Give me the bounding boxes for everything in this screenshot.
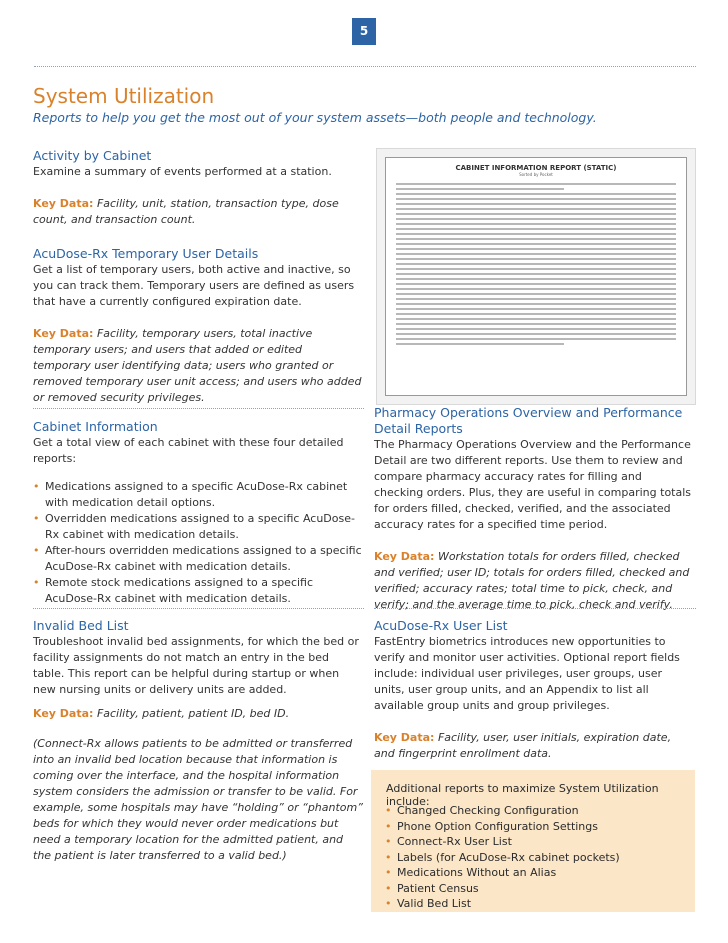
section-cabinet-information [33, 419, 363, 607]
report-line [396, 333, 676, 335]
report-line [396, 293, 676, 295]
section-divider [374, 608, 696, 609]
section-divider [33, 408, 364, 409]
section-description: Troubleshoot invalid bed assignments, for which the bed or facility assignments do not match an entry in the bed table. This report can be helpful during startup or when new nursing units or delivery units are added. [33, 635, 359, 696]
section-description: FastEntry biometrics introduces new opportunities to verify and monitor user activities. Optional report fields include: individual user privileges, user groups, user units, user group units, and an Appendix to list all available group units and group privileges. [374, 635, 680, 712]
section-title: AcuDose-Rx User List [374, 618, 508, 633]
report-line [396, 278, 676, 280]
report-line [396, 303, 676, 305]
page-subtitle: Reports to help you get the most out of your system assets—both people and technology. [33, 110, 597, 125]
report-line [396, 253, 676, 255]
section-acudose-user-list [374, 618, 694, 762]
key-data [33, 326, 363, 406]
list-item: • Labels (for AcuDose-Rx cabinet pockets) [385, 850, 620, 866]
key-data-text: Facility, patient, patient ID, bed ID. [96, 707, 290, 720]
section-title: Cabinet Information [33, 419, 158, 434]
section-invalid-bed-list [33, 618, 363, 864]
report-line [396, 263, 676, 265]
list-item: • Medications Without an Alias [385, 865, 620, 881]
page-number-badge: 5 [352, 18, 376, 45]
list-item: • Patient Census [385, 881, 620, 897]
page-title: System Utilization [33, 84, 215, 108]
key-data-label: Key Data: [33, 327, 94, 340]
list-item: • Changed Checking Configuration [385, 803, 620, 819]
report-line [396, 313, 676, 315]
section-title: Activity by Cabinet [33, 148, 152, 163]
key-data-text: Facility, temporary users, total inactive temporary users; and users that added or edited temporary user identifying data; users who granted or removed temporary user unit access; and users who added or removed security privileges. [33, 327, 362, 404]
report-line [396, 238, 676, 240]
cabinet-information-report-image [376, 148, 696, 405]
key-data-text: Workstation totals for orders filled, checked and verified; user ID; totals for orders filled, checked and verified; accuracy rates; total time to pick, check, and verify; and the average time to pick, check and verify. [374, 550, 690, 611]
report-line [396, 273, 676, 275]
key-data-label: Key Data: [374, 550, 435, 563]
report-line [396, 228, 676, 230]
section-title: Pharmacy Operations Overview and Performance Detail Reports [374, 405, 683, 436]
list-item: • Connect-Rx User List [385, 834, 620, 850]
key-data-label: Key Data: [33, 197, 94, 210]
report-line [396, 208, 676, 210]
report-line [396, 218, 676, 220]
callout-heading: Additional reports to maximize System Utilization include: [386, 782, 659, 808]
key-data [33, 706, 363, 722]
report-title: CABINET INFORMATION REPORT (STATIC) [455, 164, 617, 172]
report-page [385, 157, 687, 396]
report-table-lines [396, 180, 676, 381]
section-title: AcuDose-Rx Temporary User Details [33, 246, 259, 261]
report-line [396, 343, 564, 345]
section-title: Invalid Bed List [33, 618, 129, 633]
additional-reports-callout [371, 770, 695, 912]
report-line [396, 183, 676, 185]
key-data [33, 196, 363, 228]
report-line [396, 338, 676, 340]
additional-reports-list [385, 803, 620, 912]
report-line [396, 268, 676, 270]
key-data-text: Facility, unit, station, transaction type, dose count, and transaction count. [33, 197, 339, 226]
key-data-text: Facility, user, user initials, expiration date, and fingerprint enrollment data. [374, 731, 672, 760]
section-divider [33, 608, 364, 609]
invalid-bed-note: (Connect-Rx allows patients to be admitted or transferred into an invalid bed location because that information is coming over the interface, and the hospital information system considers the admission or transfer to be valid. For example, some hospitals may have “holding” or “phantom” beds for which they would never order medications but need a temporary location for the admitted patient, and the patient is later transferred to a valid bed.) [33, 737, 363, 862]
report-line [396, 203, 676, 205]
section-description: Get a list of temporary users, both active and inactive, so you can track them. Temporary users are defined as users that have a currently configured expiration date. [33, 263, 355, 308]
section-activity-by-cabinet [33, 148, 363, 228]
section-temporary-user-details [33, 246, 363, 406]
report-line [396, 308, 676, 310]
list-item: • Overridden medications assigned to a specific AcuDose-Rx cabinet with medication details. [33, 511, 363, 543]
report-subtitle: Sorted by Pocket [519, 172, 553, 177]
report-line [396, 318, 676, 320]
header-rule [34, 66, 696, 67]
section-description: Examine a summary of events performed at a station. [33, 165, 332, 178]
report-line [396, 233, 676, 235]
cabinet-report-list [33, 479, 363, 607]
list-item: • Remote stock medications assigned to a specific AcuDose-Rx cabinet with medication details. [33, 575, 363, 607]
report-line [396, 243, 676, 245]
report-line [396, 248, 676, 250]
report-line [396, 188, 564, 190]
report-line [396, 223, 676, 225]
key-data-label: Key Data: [33, 707, 94, 720]
report-line [396, 193, 676, 195]
report-line [396, 323, 676, 325]
report-line [396, 258, 676, 260]
section-description: Get a total view of each cabinet with these four detailed reports: [33, 436, 344, 465]
list-item: • Valid Bed List [385, 896, 620, 912]
key-data [374, 730, 694, 762]
list-item: • Phone Option Configuration Settings [385, 819, 620, 835]
section-pharmacy-operations [374, 405, 694, 613]
list-item: • Medications assigned to a specific AcuDose-Rx cabinet with medication detail options. [33, 479, 363, 511]
key-data-label: Key Data: [374, 731, 435, 744]
report-line [396, 283, 676, 285]
key-data [374, 549, 694, 613]
section-description: The Pharmacy Operations Overview and the Performance Detail are two different reports. Use them to review and compare pharmacy accuracy rates for filling and checking orders. Plus, they are useful in comparing totals for orders filled, checked, verified, and the associated accuracy rates for a specified time period. [374, 438, 692, 531]
list-item: • After-hours overridden medications assigned to a specific AcuDose-Rx cabinet with medication details. [33, 543, 363, 575]
report-line [396, 198, 676, 200]
report-line [396, 213, 676, 215]
report-line [396, 328, 676, 330]
report-line [396, 298, 676, 300]
report-line [396, 288, 676, 290]
